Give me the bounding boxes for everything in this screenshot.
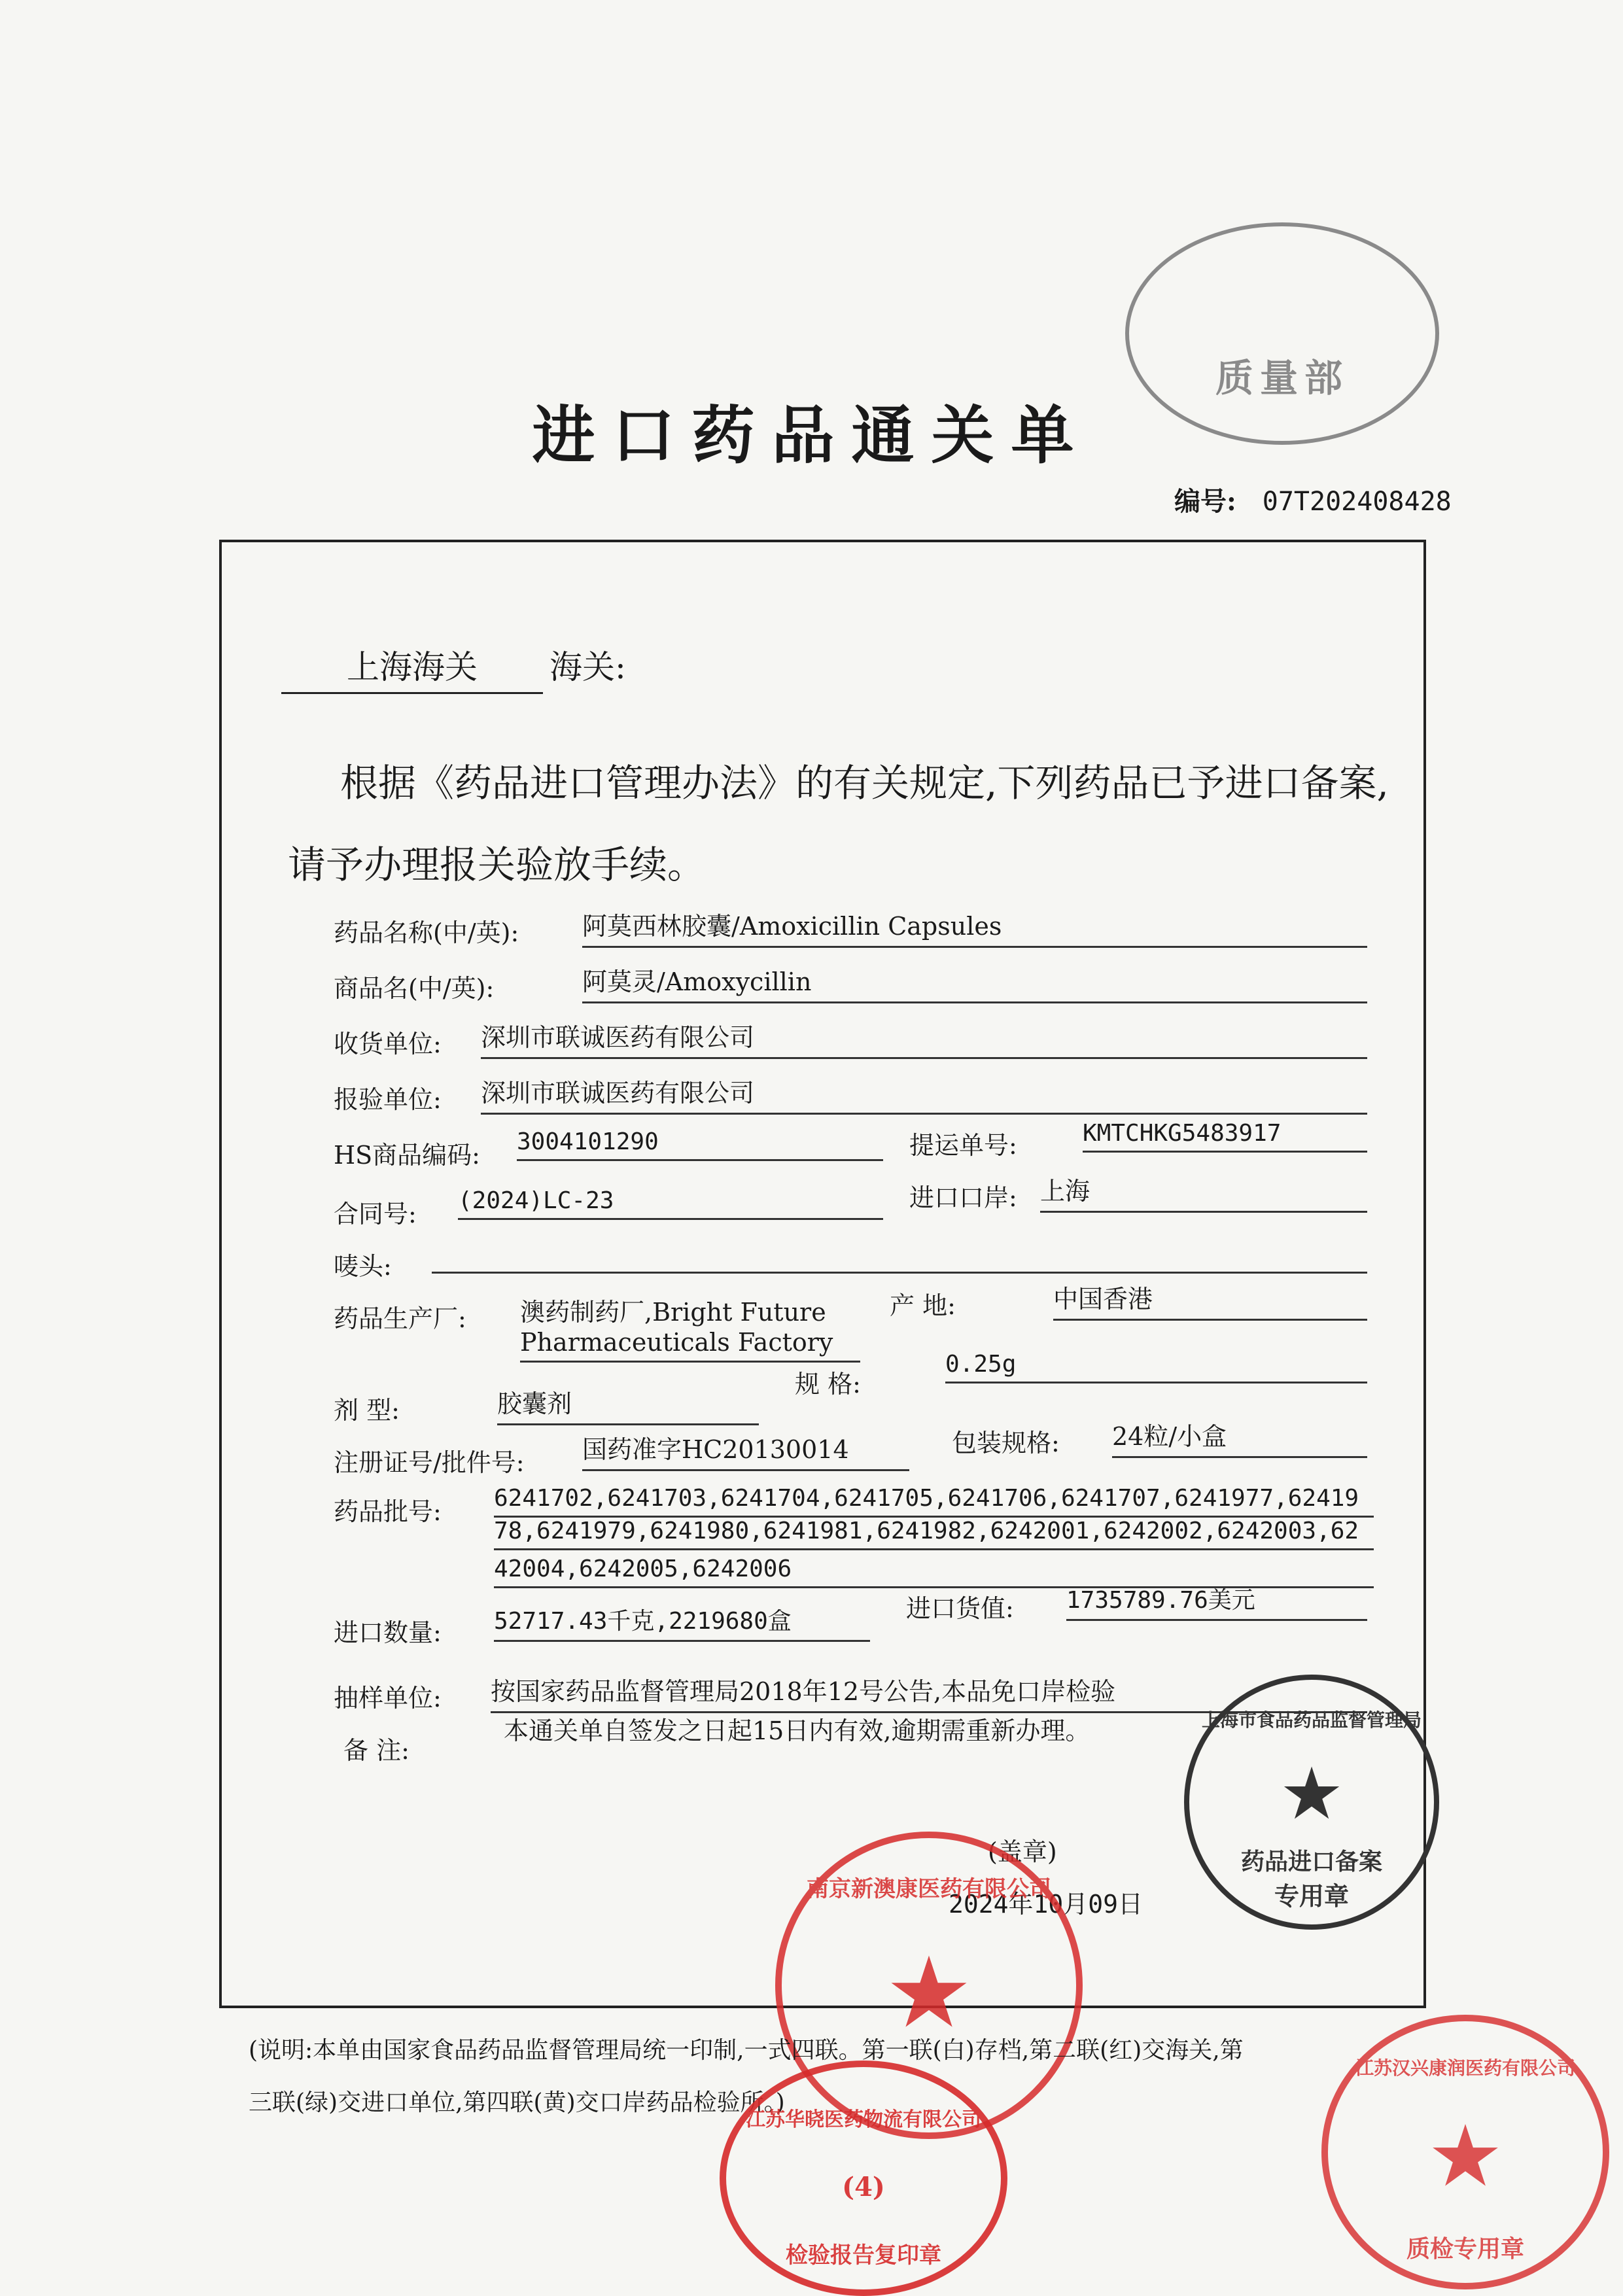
origin-value: 中国香港 bbox=[1053, 1279, 1367, 1321]
seal-label: (盖章) bbox=[988, 1837, 1057, 1866]
remarks-value: 本通关单自签发之日起15日内有效,逾期需重新办理。 bbox=[504, 1716, 1091, 1745]
document-title: 进口药品通关单 bbox=[532, 398, 1091, 472]
manufacturer-label: 药品生产厂: bbox=[334, 1304, 466, 1333]
port-label: 进口口岸: bbox=[909, 1183, 1017, 1212]
company-stamp-huaxiao-num: (4) bbox=[842, 2172, 885, 2202]
origin-label: 产 地: bbox=[890, 1291, 956, 1320]
bill-label: 提运单号: bbox=[909, 1131, 1017, 1160]
company-stamp-hanxing-bottom: 质检专用章 bbox=[1406, 2235, 1524, 2263]
company-stamp-hanxing-name: 江苏汉兴康润医药有限公司 bbox=[1355, 2057, 1575, 2079]
issue-date: 2024年10月09日 bbox=[949, 1890, 1143, 1919]
sampling-value: 按国家药品监督管理局2018年12号公告,本品免口岸检验 bbox=[491, 1671, 1367, 1713]
trade-name-label: 商品名(中/英): bbox=[334, 974, 495, 1003]
contract-label: 合同号: bbox=[334, 1200, 417, 1228]
agency-line-2: 专用章 bbox=[1274, 1881, 1349, 1911]
dosage-form-value: 胶囊剂 bbox=[497, 1383, 759, 1425]
bill-value: KMTCHKG5483917 bbox=[1083, 1120, 1367, 1153]
consignee-label: 收货单位: bbox=[334, 1030, 442, 1058]
inspection-unit-label: 报验单位: bbox=[334, 1085, 442, 1114]
contract-value: (2024)LC-23 bbox=[458, 1187, 883, 1220]
lot-line: 42004,6242005,6242006 bbox=[494, 1556, 1374, 1588]
notes-line-2: 三联(绿)交进口单位,第四联(黄)交口岸药品检验所。) bbox=[249, 2089, 785, 2116]
manufacturer-value-2: Pharmaceuticals Factory bbox=[520, 1328, 860, 1363]
dosage-form-label: 剂 型: bbox=[334, 1396, 400, 1425]
mark-value bbox=[432, 1240, 1367, 1274]
intro-paragraph: 根据《药品进口管理办法》的有关规定,下列药品已予进口备案,请予办理报关验放手续。 bbox=[288, 761, 1389, 887]
star-icon: ★ bbox=[1427, 2106, 1504, 2206]
drug-name-label: 药品名称(中/英): bbox=[334, 918, 519, 947]
quantity-value: 52717.43千克,2219680盒 bbox=[494, 1603, 870, 1642]
consignee-value: 深圳市联诚医药有限公司 bbox=[481, 1017, 1367, 1059]
port-value: 上海 bbox=[1040, 1171, 1367, 1213]
company-stamp-jiangsu-huaxiao bbox=[720, 2061, 1007, 2296]
company-stamp-huaxiao-bottom: 检验报告复印章 bbox=[786, 2242, 941, 2269]
quality-dept-stamp-text: 质量部 bbox=[1215, 356, 1349, 400]
trade-name-value: 阿莫灵/Amoxycillin bbox=[582, 962, 1367, 1003]
hs-code-value: 3004101290 bbox=[517, 1128, 883, 1161]
lot-line: 78,6241979,6241980,6241981,6241982,6242001,6242002,6242003,62 bbox=[494, 1518, 1374, 1550]
agency-line-1: 药品进口备案 bbox=[1240, 1848, 1382, 1875]
remarks-label: 备 注: bbox=[343, 1736, 410, 1765]
lot-line: 6241702,6241703,6241704,6241705,6241706,6241707,6241977,62419 bbox=[494, 1485, 1374, 1518]
spec-label: 规 格: bbox=[795, 1370, 861, 1399]
manufacturer-value-1: 澳药制药厂,Bright Future bbox=[520, 1298, 826, 1327]
star-icon: ★ bbox=[884, 1936, 973, 2050]
mark-label: 唛头: bbox=[334, 1252, 392, 1281]
reg-value: 国药准字HC20130014 bbox=[582, 1429, 909, 1471]
company-stamp-huaxiao-name: 江苏华晓医药物流有限公司 bbox=[746, 2108, 981, 2131]
sampling-label: 抽样单位: bbox=[334, 1684, 442, 1713]
spec-value: 0.25g bbox=[945, 1351, 1367, 1383]
reg-label: 注册证号/批件号: bbox=[334, 1448, 525, 1477]
value-value: 1735789.76美元 bbox=[1066, 1582, 1367, 1621]
lot-label: 药品批号: bbox=[334, 1497, 442, 1526]
star-icon: ★ bbox=[1279, 1752, 1344, 1835]
package-value: 24粒/小盒 bbox=[1112, 1416, 1367, 1458]
company-stamp-nanjing-name: 南京新澳康医药有限公司 bbox=[807, 1876, 1051, 1902]
agency-filing-stamp bbox=[1184, 1675, 1439, 1930]
package-label: 包装规格: bbox=[952, 1429, 1060, 1457]
hs-code-label: HS商品编码: bbox=[334, 1141, 480, 1170]
number-label: 编号: bbox=[1174, 486, 1236, 517]
quantity-label: 进口数量: bbox=[334, 1618, 442, 1647]
customs-line bbox=[281, 641, 626, 694]
drug-name-value: 阿莫西林胶囊/Amoxicillin Capsules bbox=[582, 906, 1367, 948]
inspection-unit-value: 深圳市联诚医药有限公司 bbox=[481, 1073, 1367, 1115]
number-value: 07T202408428 bbox=[1262, 487, 1452, 517]
customs-fill: 上海海关 bbox=[281, 641, 543, 694]
notes-line-1: (说明:本单由国家食品药品监督管理局统一印制,一式四联。第一联(白)存档,第二联(红)交海关,第 bbox=[249, 2037, 1244, 2064]
value-label: 进口货值: bbox=[906, 1594, 1014, 1623]
agency-name: 上海市食品药品监督管理局 bbox=[1201, 1709, 1422, 1731]
document-number bbox=[1174, 481, 1452, 518]
company-stamp-jiangsu-hanxing bbox=[1321, 2015, 1609, 2289]
customs-suffix: 海关: bbox=[550, 648, 626, 686]
